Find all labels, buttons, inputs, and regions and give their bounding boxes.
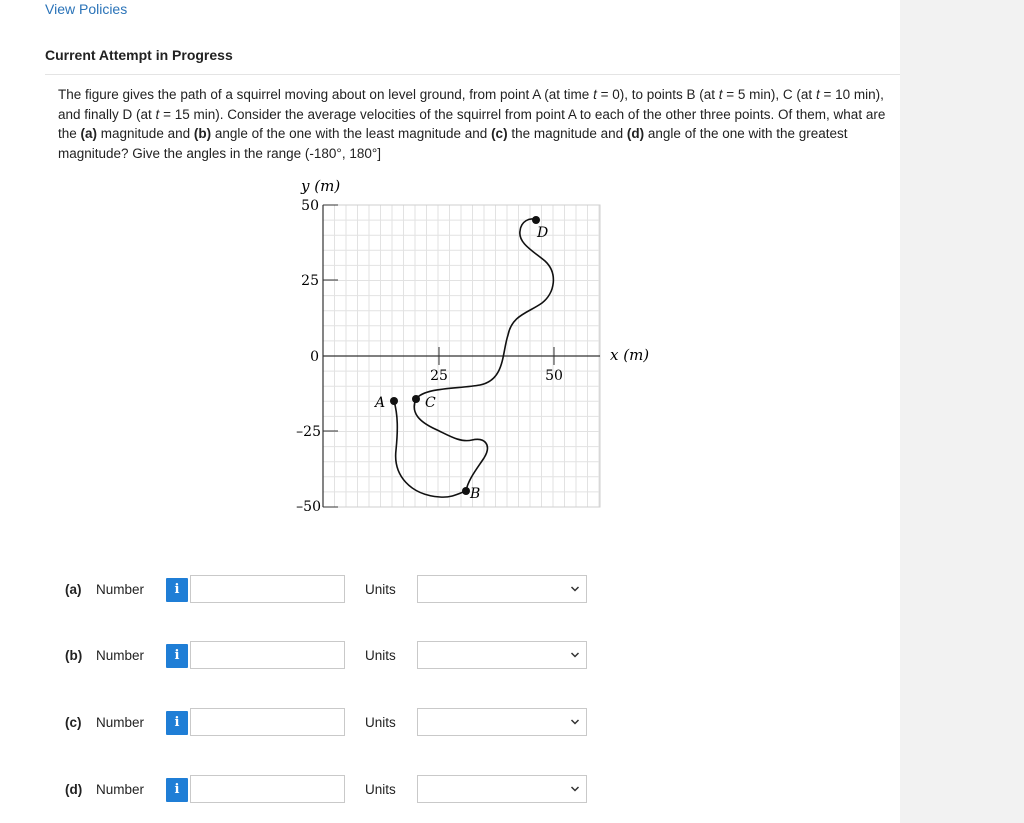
squirrel-path: [394, 219, 553, 497]
answer-row-a: [62, 575, 602, 605]
number-input-c[interactable]: [190, 708, 345, 736]
point-a-label: A: [375, 395, 386, 411]
y-tick-label: 25: [301, 273, 319, 289]
question-part: = 5 min), C (at: [722, 87, 816, 102]
question-var-t: t: [815, 87, 820, 102]
question-part: angle of the one with the least magnitude and: [211, 126, 492, 141]
units-select-a[interactable]: [417, 575, 587, 603]
question-part-a: (a): [80, 126, 98, 141]
part-label: (b): [65, 648, 83, 663]
chevron-down-icon: [570, 582, 580, 596]
view-policies-link[interactable]: View Policies: [45, 1, 128, 17]
info-button[interactable]: i: [166, 578, 188, 602]
point-b-dot: [462, 487, 470, 495]
point-b-label: B: [470, 486, 481, 502]
question-part: angle of the one with the greatest magnitude? Give the angles in the range (-180°, 180°]: [58, 126, 848, 161]
question-part-d: (d): [626, 126, 645, 141]
number-input-b[interactable]: [190, 641, 345, 669]
part-label: (d): [65, 782, 83, 797]
x-tick-label: 25: [430, 368, 448, 384]
answer-row-d: [62, 775, 602, 805]
units-select-c[interactable]: [417, 708, 587, 736]
chevron-down-icon: [570, 782, 580, 796]
number-label: Number: [96, 782, 145, 797]
question-var-t: t: [718, 87, 723, 102]
number-label: Number: [96, 582, 145, 597]
question-part-b: (b): [193, 126, 212, 141]
x-axis-label: x (m): [610, 346, 650, 364]
question-part-c: (c): [491, 126, 508, 141]
y-axis-label: y (m): [301, 177, 341, 195]
info-button[interactable]: i: [166, 644, 188, 668]
question-part: The figure gives the path of a squirrel moving about on level ground, from point A (at time: [58, 87, 594, 102]
chevron-down-icon: [570, 648, 580, 662]
number-label: Number: [96, 715, 145, 730]
y-tick-label: –50: [296, 499, 321, 515]
part-label: (c): [65, 715, 82, 730]
point-d-dot: [532, 216, 540, 224]
units-label: Units: [365, 715, 396, 730]
chevron-down-icon: [570, 715, 580, 729]
number-label: Number: [96, 648, 145, 663]
answer-row-c: [62, 708, 602, 738]
x-tick-label: 50: [545, 368, 563, 384]
number-input-a[interactable]: [190, 575, 345, 603]
question-text: [58, 85, 888, 163]
attempt-title: Current Attempt in Progress: [45, 47, 233, 63]
number-input-d[interactable]: [190, 775, 345, 803]
divider: [45, 74, 900, 75]
units-select-b[interactable]: [417, 641, 587, 669]
question-part: = 0), to points B (at: [596, 87, 719, 102]
units-label: Units: [365, 782, 396, 797]
question-part: = 10 min), and finally D (at: [58, 87, 884, 122]
squirrel-path-figure: [280, 175, 670, 515]
info-button[interactable]: i: [166, 778, 188, 802]
y-tick-label: –25: [296, 424, 321, 440]
question-part: the magnitude and: [507, 126, 627, 141]
point-c-dot: [412, 395, 420, 403]
point-d-label: D: [537, 225, 549, 241]
y-tick-label: 50: [301, 198, 319, 214]
y-tick-label: 0: [310, 349, 319, 365]
question-part: magnitude and: [97, 126, 194, 141]
units-label: Units: [365, 582, 396, 597]
answer-row-b: [62, 641, 602, 671]
units-select-d[interactable]: [417, 775, 587, 803]
question-var-t: t: [155, 106, 160, 122]
point-c-label: C: [425, 395, 436, 411]
point-a-dot: [390, 397, 398, 405]
question-part: = 15 min). Consider the average velocities of the squirrel from point A to each of the other three points. Of them, what are the: [58, 106, 886, 141]
info-button[interactable]: i: [166, 711, 188, 735]
units-label: Units: [365, 648, 396, 663]
part-label: (a): [65, 582, 82, 597]
question-var-t: t: [593, 87, 597, 102]
